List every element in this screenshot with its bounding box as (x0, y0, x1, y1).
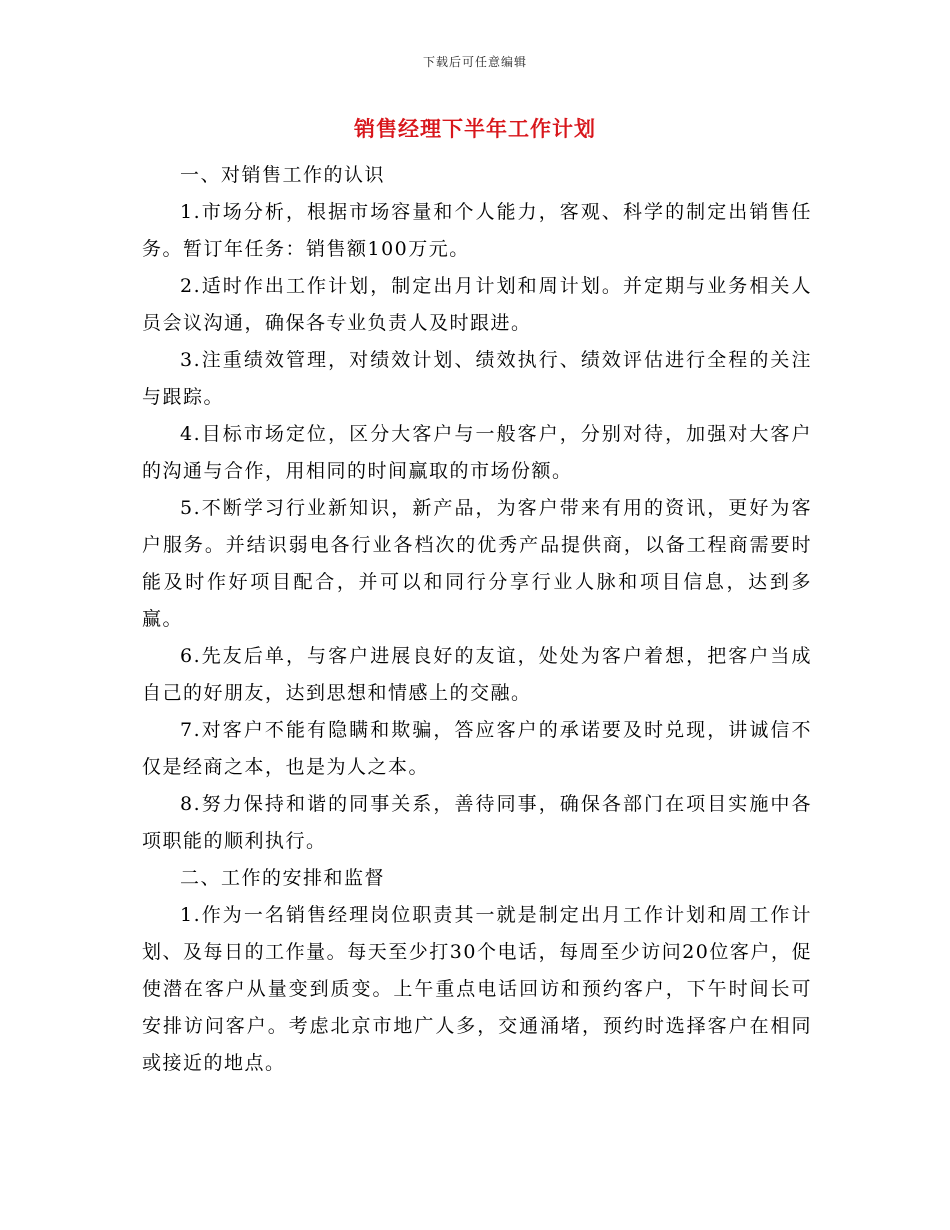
paragraph: 5.不断学习行业新知识，新产品，为客户带来有用的资讯，更好为客户服务。并结识弱电各行业各档次的优秀产品提供商，以备工程商需要时能及时作好项目配合，并可以和同行分享行业人脉和项目信息，达到多赢。 (142, 497, 812, 630)
section-heading: 二、工作的安排和监督 (180, 867, 386, 889)
paragraph: 3.注重绩效管理，对绩效计划、绩效执行、绩效评估进行全程的关注与跟踪。 (142, 349, 812, 408)
paragraph: 2.适时作出工作计划，制定出月计划和周计划。并定期与业务相关人员会议沟通，确保各专业负责人及时跟进。 (142, 275, 812, 334)
paragraph: 6.先友后单，与客户进展良好的友谊，处处为客户着想，把客户当成自己的好朋友，达到思想和情感上的交融。 (142, 645, 812, 704)
paragraph: 8.努力保持和谐的同事关系，善待同事，确保各部门在项目实施中各项职能的顺利执行。 (142, 793, 812, 852)
paragraph: 1.作为一名销售经理岗位职责其一就是制定出月工作计划和周工作计划、及每日的工作量。每天至少打30个电话，每周至少访问20位客户，促使潜在客户从量变到质变。上午重点电话回访和预约客户，下午时间长可安排访问客户。考虑北京市地广人多，交通涌堵，预约时选择客户在相同或接近的地点。 (142, 904, 812, 1074)
document-title: 销售经理下半年工作计划 (354, 117, 596, 141)
paragraph: 7.对客户不能有隐瞒和欺骗，答应客户的承诺要及时兑现，讲诚信不仅是经商之本，也是为人之本。 (142, 719, 812, 778)
paragraph: 4.目标市场定位，区分大客户与一般客户，分别对待，加强对大客户的沟通与合作，用相同的时间赢取的市场份额。 (142, 423, 812, 482)
document-body (142, 157, 812, 1082)
header-note: 下载后可任意编辑 (422, 55, 527, 69)
section-heading: 一、对销售工作的认识 (180, 164, 386, 186)
paragraph: 1.市场分析，根据市场容量和个人能力，客观、科学的制定出销售任务。暂订年任务：销售额100万元。 (142, 201, 812, 260)
